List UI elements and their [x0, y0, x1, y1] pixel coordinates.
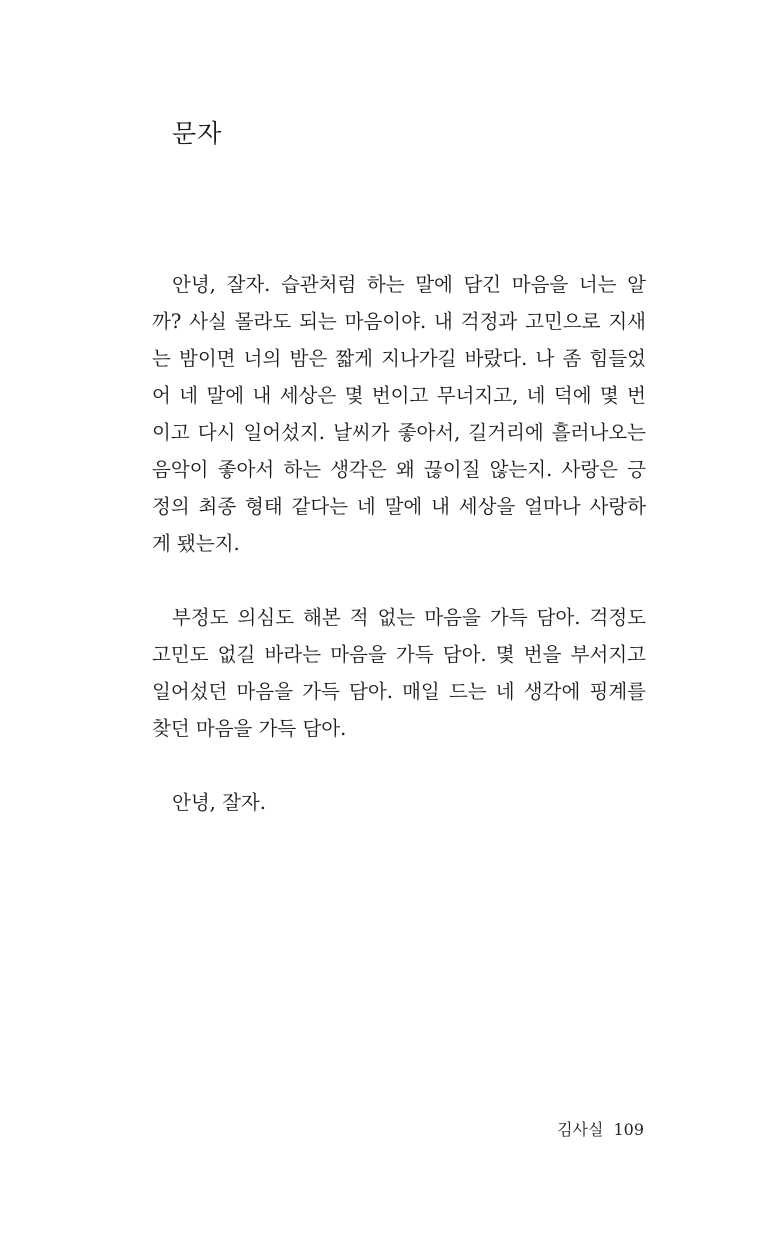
body-text: [152, 266, 646, 858]
text-line: 찾던 마음을 가득 담아.: [152, 717, 347, 740]
text-line: 어 네 말에 내 세상은 몇 번이고 무너지고, 네 덕에 몇 번: [152, 384, 646, 407]
text-line: 정의 최종 형태 같다는 네 말에 내 세상을 얼마나 사랑하: [152, 495, 646, 518]
text-line: 까? 사실 몰라도 되는 마음이야. 내 걱정과 고민으로 지새: [152, 310, 646, 333]
page-number: 109: [613, 1120, 644, 1139]
paragraph-1: [152, 266, 646, 562]
text-line: 이고 다시 일어섰지. 날씨가 좋아서, 길거리에 흘러나오는: [152, 421, 646, 444]
chapter-title: 문자: [172, 119, 223, 148]
text-line: 안녕, 잘자.: [172, 791, 266, 814]
text-line: 음악이 좋아서 하는 생각은 왜 끊이질 않는지. 사랑은 긍: [152, 458, 646, 481]
text-line: 부정도 의심도 해본 적 없는 마음을 가득 담아. 걱정도: [172, 606, 646, 629]
paragraph-3: [152, 784, 646, 821]
paragraph-2: [152, 599, 646, 747]
text-line: 안녕, 잘자. 습관처럼 하는 말에 담긴 마음을 너는 알: [172, 273, 646, 296]
page-footer: [557, 1118, 644, 1142]
text-line: 게 됐는지.: [152, 532, 240, 555]
text-line: 는 밤이면 너의 밤은 짧게 지나가길 바랐다. 나 좀 힘들었: [152, 347, 646, 370]
text-line: 일어섰던 마음을 가득 담아. 매일 드는 네 생각에 핑계를: [152, 680, 646, 703]
text-line: 고민도 없길 바라는 마음을 가득 담아. 몇 번을 부서지고: [152, 643, 646, 666]
footer-author: 김사실: [557, 1120, 604, 1139]
